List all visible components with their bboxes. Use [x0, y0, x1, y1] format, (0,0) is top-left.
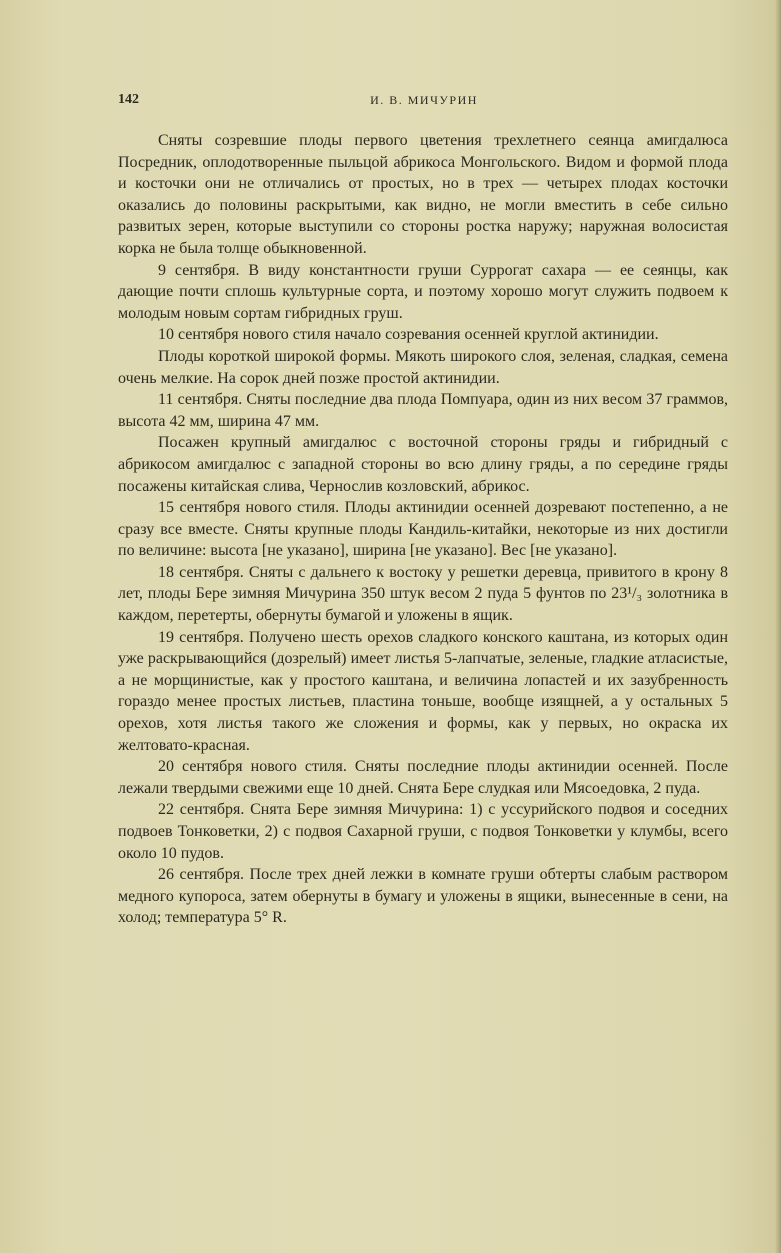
paragraph: 15 сентября нового стиля. Плоды актинидии осенней дозревают постепенно, а не сразу все вместе. Сняты крупные плоды Кандиль-китайки, некоторые из них достигли по величине: высота [не указано], ширина [не указано]. Вес [не указано]. — [118, 499, 728, 560]
paragraph: Сняты созревшие плоды первого цветения трехлетнего сеянца амигдалюса Посредник, оплодотворенные пыльцой абрикоса Монгольского. Видом и формой плода и косточки они не отличались от простых, но в трех — четырех плодах косточки оказались до половины раскрытыми, как видно, не могли вместить в себе сильно развитых зерен, которые выступили со стороны ростка наружу; наружная волосистая корка не была толще обыкновенной. — [118, 132, 728, 257]
running-head — [118, 92, 730, 114]
paragraph: 19 сентября. Получено шесть орехов сладкого конского каштана, из которых один уже раскрывающийся (дозрелый) имеет листья 5-лапчатые, зеленые, гладкие атласистые, а не морщинистые, как у простого каштана, и величина лопастей и их зазубренность гораздо менее простых листьев, пластина тоньше, вообще изящней, а у остальных 5 орехов, хотя листья такого же сложения и формы, как у первых, но окраска их желтовато-красная. — [118, 628, 728, 754]
paragraph: 18 сентября. Сняты с дальнего к востоку у решетки деревца, привитого в крону 8 лет, плоды Бере зимняя Мичурина 350 штук весом 2 пуда 5 фунтов по 23¹/₃ золотника в каждом, перетерты, обернуты бумагой и уложены в ящик. — [118, 563, 728, 625]
paragraph: 26 сентября. После трех дней лежки в комнате груши обтерты слабым раствором медного купороса, затем обернуты в бумагу и уложены в ящики, вынесенные в сени, на холод; температура 5° R. — [118, 866, 728, 927]
paragraph: 20 сентября нового стиля. Сняты последние плоды актинидии осенней. После лежали твердыми свежими еще 10 дней. Снята Бере слудкая или Мясоедовка, 2 пуда. — [118, 758, 728, 797]
paragraph: Плоды короткой широкой формы. Мякоть широкого слоя, зеленая, сладкая, семена очень мелкие. На сорок дней позже простой актинидии. — [118, 347, 728, 387]
running-title: И. В. МИЧУРИН — [370, 93, 478, 107]
paragraph: 11 сентября. Сняты последние два плода Помпуара, один из них весом 37 граммов, высота 42 мм, ширина 47 мм. — [118, 391, 728, 430]
page-number: 142 — [118, 92, 139, 107]
page-edge-shadow — [775, 0, 781, 1253]
paragraph: 22 сентября. Снята Бере зимняя Мичурина: 1) с уссурийского подвоя и соседних подвоев Тонковетки, 2) с подвоя Сахарной груши, с подвоя Тонковетки у клумбы, всего около 10 пудов. — [118, 801, 728, 862]
paragraph: 10 сентября нового стиля начало созревания осенней круглой актинидии. — [158, 326, 659, 344]
paragraph: Посажен крупный амигдалюс с восточной стороны гряды и гибридный с абрикосом амигдалюс с западной стороны во всю длину гряды, а по середине гряды посажены китайская слива, Чернослив козловский, абрикос. — [118, 434, 728, 495]
paragraph: 9 сентября. В виду константности груши Суррогат сахара — ее сеянцы, как дающие почти сплошь культурные сорта, и поэтому хорошо могут служить подвоем к молодым новым сортам гибридных груш. — [118, 261, 728, 322]
body-text — [118, 130, 728, 929]
